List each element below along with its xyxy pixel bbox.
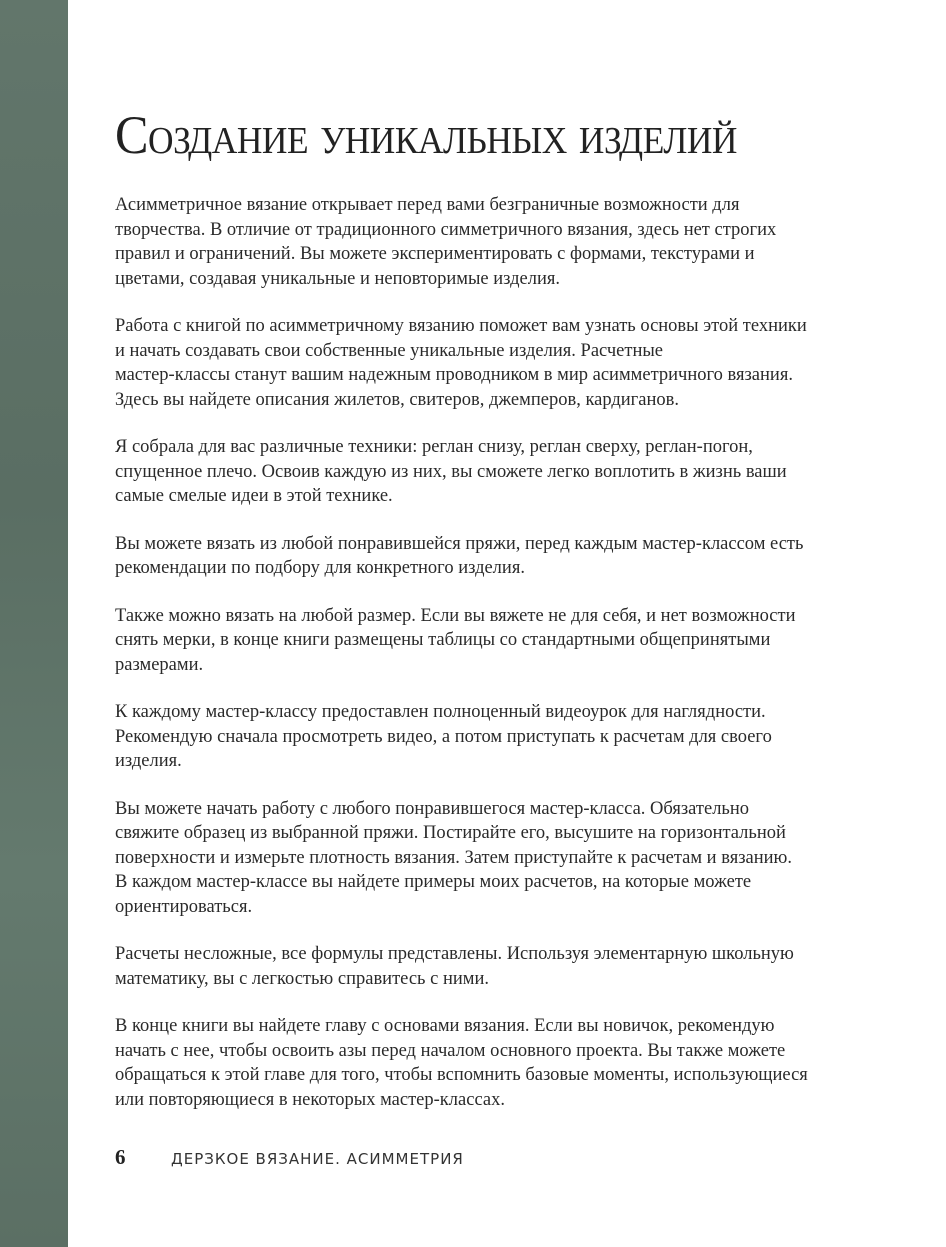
text-line: или повторяющиеся в некоторых мастер-классах. xyxy=(115,1089,505,1110)
text-line: снять мерки, в конце книги размещены таблицы со стандартными общепринятыми xyxy=(115,630,771,650)
text-line: начать с нее, чтобы освоить азы перед началом основного проекта. Вы также можете xyxy=(115,1040,786,1061)
text-line: математику, вы с легкостью справитесь с ними. xyxy=(115,968,489,989)
text-line: мастер-классы станут вашим надежным проводником в мир асимметричного вязания. xyxy=(115,365,793,385)
text-line: Здесь вы найдете описания жилетов, свитеров, джемперов, кардиганов. xyxy=(115,389,679,410)
page-footer xyxy=(115,1145,464,1170)
text-line: Расчеты несложные, все формулы представлены. Используя элементарную школьную xyxy=(115,944,794,964)
paragraph xyxy=(115,700,875,774)
text-line: Также можно вязать на любой размер. Если вы вяжете не для себя, и нет возможности xyxy=(115,605,796,626)
running-title: ДЕРЗКОЕ ВЯЗАНИЕ. АСИММЕТРИЯ xyxy=(171,1150,464,1168)
text-line: спущенное плечо. Освоив каждую из них, вы сможете легко воплотить в жизнь ваши xyxy=(115,461,787,482)
text-line: Работа с книгой по асимметричному вязанию поможет вам узнать основы этой техники xyxy=(115,316,807,336)
text-line: творчества. В отличие от традиционного симметричного вязания, здесь нет строгих xyxy=(115,219,777,240)
decorative-sidebar xyxy=(0,0,68,1247)
text-line: Вы можете начать работу с любого понравившегося мастер-класса. Обязательно xyxy=(115,798,750,819)
text-line: поверхности и измерьте плотность вязания. Затем приступайте к расчетам и вязанию. xyxy=(115,847,792,868)
text-line: самые смелые идеи в этой технике. xyxy=(115,486,393,506)
text-line: изделия. xyxy=(115,751,182,771)
paragraph xyxy=(115,797,875,920)
text-line: свяжите образец из выбранной пряжи. Постирайте его, высушите на горизонтальной xyxy=(115,823,786,843)
paragraph xyxy=(115,532,875,581)
text-line: правил и ограничений. Вы можете экспериментировать с формами, текстурами и xyxy=(115,244,755,264)
text-line: рекомендации по подбору для конкретного изделия. xyxy=(115,558,525,578)
paragraph xyxy=(115,435,875,509)
paragraph xyxy=(115,193,875,291)
text-line: Вы можете вязать из любой понравившейся пряжи, перед каждым мастер-классом есть xyxy=(115,533,804,554)
text-line: обращаться к этой главе для того, чтобы вспомнить базовые моменты, использующиеся xyxy=(115,1065,808,1085)
paragraph xyxy=(115,942,875,991)
paragraph xyxy=(115,604,875,678)
text-line: К каждому мастер-классу предоставлен полноценный видеоурок для наглядности. xyxy=(115,702,766,722)
body-text xyxy=(115,193,875,1135)
page-number: 6 xyxy=(115,1145,126,1169)
text-line: размерами. xyxy=(115,654,204,675)
text-line: Я собрала для вас различные техники: реглан снизу, реглан сверху, реглан-погон, xyxy=(115,437,753,457)
text-line: Рекомендую сначала просмотреть видео, а потом приступать к расчетам для своего xyxy=(115,726,772,747)
text-line: В каждом мастер-классе вы найдете примеры моих расчетов, на которые можете xyxy=(115,872,752,892)
text-line: цветами, создавая уникальные и неповторимые изделия. xyxy=(115,268,561,289)
page-title: Создание уникальных изделий xyxy=(115,105,737,165)
paragraph xyxy=(115,1014,875,1112)
paragraph xyxy=(115,314,875,412)
text-line: В конце книги вы найдете главу с основами вязания. Если вы новичок, рекомендую xyxy=(115,1016,775,1036)
text-line: ориентироваться. xyxy=(115,896,253,917)
text-line: и начать создавать свои собственные уникальные изделия. Расчетные xyxy=(115,340,664,361)
text-line: Асимметричное вязание открывает перед вами безграничные возможности для xyxy=(115,195,740,215)
